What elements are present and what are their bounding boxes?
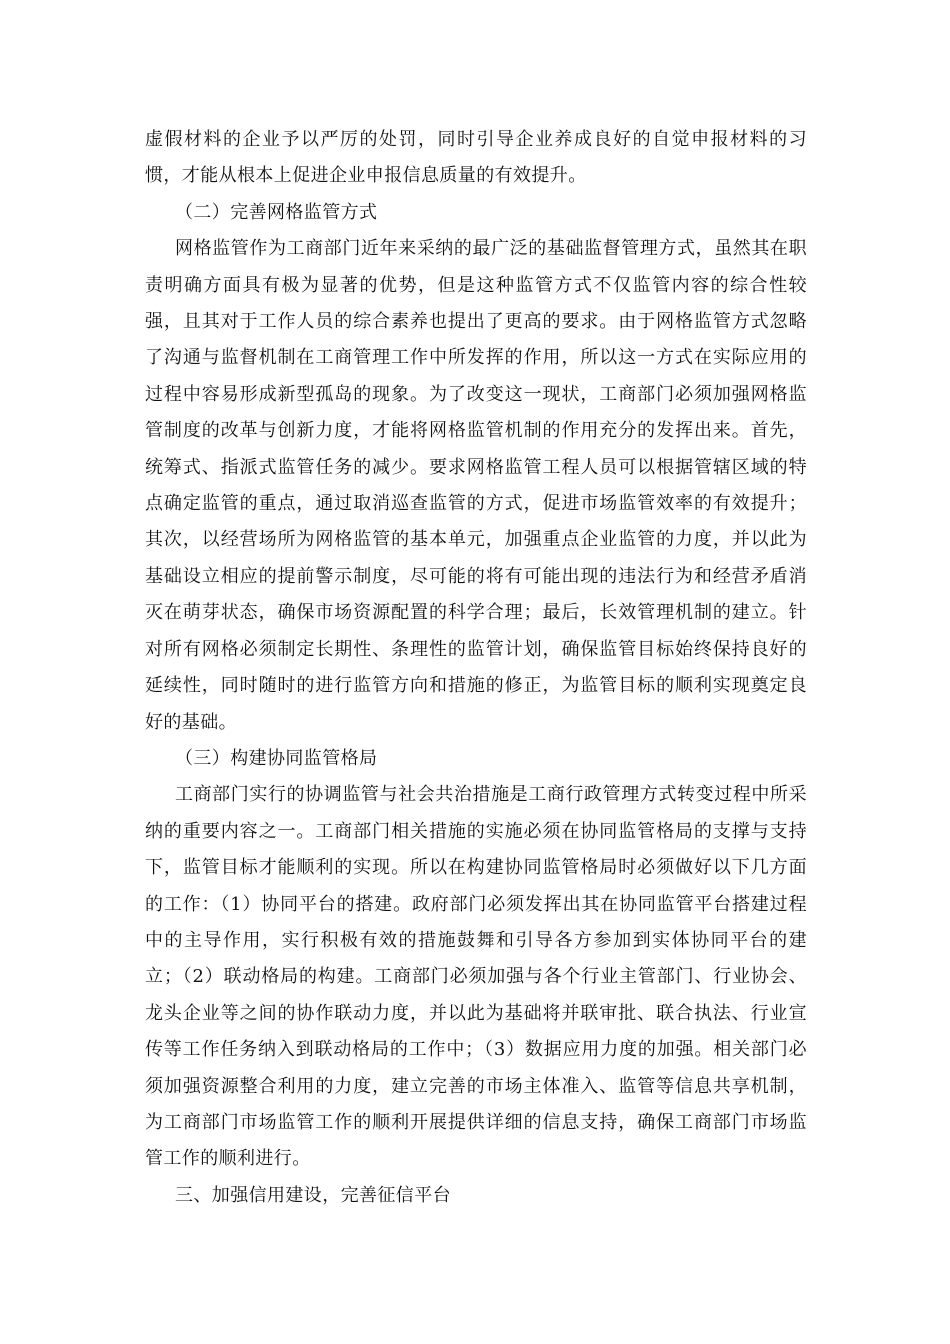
section-heading-collaborative-supervision: （三）构建协同监管格局 bbox=[175, 747, 378, 769]
document-page bbox=[145, 122, 807, 1214]
paragraph-continuation: 虚假材料的企业予以严厉的处罚，同时引导企业养成良好的自觉申报材料的习惯，才能从根本上促进企业申报信息质量的有效提升。 bbox=[145, 129, 807, 187]
section-heading-grid-supervision: （二）完善网格监管方式 bbox=[175, 201, 378, 223]
chapter-heading-credit-construction: 三、加强信用建设，完善征信平台 bbox=[175, 1184, 451, 1206]
paragraph-collaborative-supervision: 工商部门实行的协调监管与社会共治措施是工商行政管理方式转变过程中所采纳的重要内容之一。工商部门相关措施的实施必须在协同监管格局的支撑与支持下，监管目标才能顺利的实现。所以在构建协同监管格局时必须做好以下几方面的工作：（1）协同平台的搭建。政府部门必须发挥出其在协同监管平台搭建过程中的主导作用，实行积极有效的措施鼓舞和引导各方参加到实体协同平台的建立；（2）联动格局的构建。工商部门必须加强与各个行业主管部门、行业协会、龙头企业等之间的协作联动力度，并以此为基础将并联审批、联合执法、行业宣传等工作任务纳入到联动格局的工作中；（3）数据应用力度的加强。相关部门必须加强资源整合利用的力度，建立完善的市场主体准入、监管等信息共享机制，为工商部门市场监管工作的顺利开展提供详细的信息支持，确保工商部门市场监管工作的顺利进行。 bbox=[145, 784, 807, 1170]
paragraph-grid-supervision: 网格监管作为工商部门近年来采纳的最广泛的基础监督管理方式，虽然其在职责明确方面具有极为显著的优势，但是这种监管方式不仅监管内容的综合性较强，且其对于工作人员的综合素养也提出了更高的要求。由于网格监管方式忽略了沟通与监督机制在工商管理工作中所发挥的作用，所以这一方式在实际应用的过程中容易形成新型孤岛的现象。为了改变这一现状，工商部门必须加强网格监管制度的改革与创新力度，才能将网格监管机制的作用充分的发挥出来。首先，统筹式、指派式监管任务的减少。要求网格监管工程人员可以根据管辖区域的特点确定监管的重点，通过取消巡查监管的方式，促进市场监管效率的有效提升；其次，以经营场所为网格监管的基本单元，加强重点企业监管的力度，并以此为基础设立相应的提前警示制度，尽可能的将有可能出现的违法行为和经营矛盾消灭在萌芽状态，确保市场资源配置的科学合理；最后，长效管理机制的建立。针对所有网格必须制定长期性、条理性的监管计划，确保监管目标始终保持良好的延续性，同时随时的进行监管方向和措施的修正，为监管目标的顺利实现奠定良好的基础。 bbox=[145, 238, 807, 733]
